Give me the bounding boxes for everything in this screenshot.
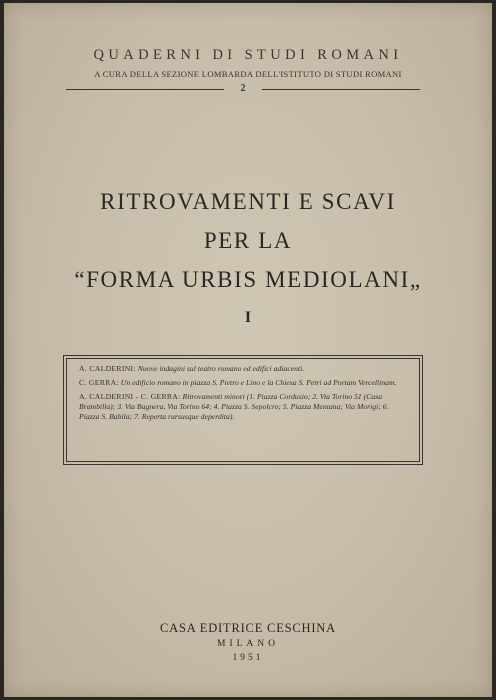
issue-number: 2 bbox=[240, 83, 246, 94]
contents-entry bbox=[79, 392, 407, 422]
book-cover bbox=[4, 3, 492, 697]
title-line-2: PER LA bbox=[203, 228, 293, 253]
entry-title: Un edificio romano in piazza S. Pietro e Lino e la Chiesa S. Petri ad Portam Vercellinam. bbox=[120, 378, 397, 387]
entry-title: Nuove indagini sul teatro romano ed edifici adiacenti. bbox=[137, 364, 305, 373]
entry-author: A. CALDERINI: bbox=[79, 364, 136, 373]
contents-box bbox=[66, 358, 420, 462]
contents-entry bbox=[79, 378, 407, 388]
title-line-3: “FORMA URBIS MEDIOLANI„ bbox=[74, 267, 422, 292]
title-line-1: RITROVAMENTI E SCAVI bbox=[100, 189, 396, 214]
series-title: QUADERNI DI STUDI ROMANI bbox=[93, 47, 403, 63]
publisher: CASA EDITRICE CESCHINA bbox=[160, 621, 336, 635]
volume-number: I bbox=[244, 309, 252, 326]
issue-number-rule bbox=[66, 83, 420, 99]
publisher-city: MILANO bbox=[217, 639, 279, 649]
curated-by-line: A CURA DELLA SEZIONE LOMBARDA DELL'ISTITUTO DI STUDI ROMANI bbox=[94, 69, 402, 79]
publication-year: 1951 bbox=[232, 653, 264, 663]
rule-right bbox=[262, 89, 420, 90]
entry-author: C. GERRA: bbox=[79, 378, 119, 387]
entry-title: Ritrovamenti minori (1. Piazza Cordusio; 2. Via Torino 51 (Casa Brambilla); 3. Via Bagnera, Via Torino 64; 4. Piazza S. Sepolcro; 5. Piazza Mentana; Via Morigi; 6. Piazza S. Babila; 7. Reperta rursusque deperdita). bbox=[79, 392, 389, 421]
entry-author: A. CALDERINI - C. GERRA: bbox=[79, 392, 181, 401]
contents-entry bbox=[79, 364, 407, 374]
